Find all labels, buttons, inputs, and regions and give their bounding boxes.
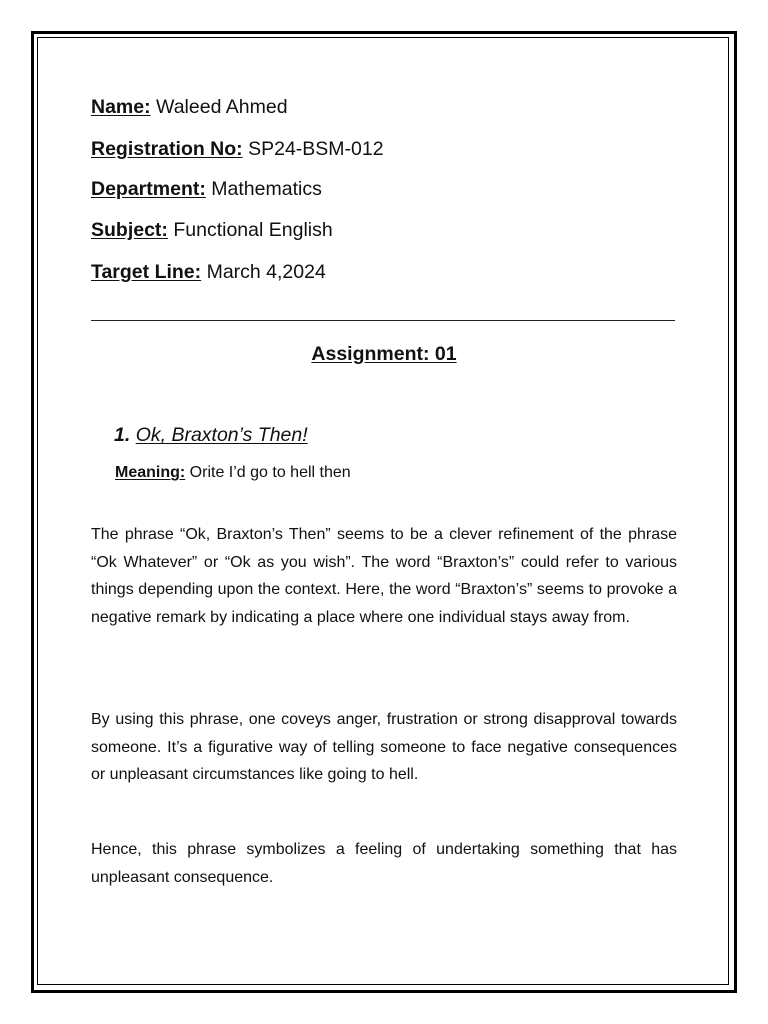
name-value: Waleed Ahmed bbox=[156, 96, 288, 118]
subject-label: Subject: bbox=[91, 219, 168, 241]
department-value: Mathematics bbox=[211, 178, 322, 200]
assignment-title bbox=[0, 343, 768, 366]
subject-line bbox=[91, 218, 333, 242]
paragraph-2: By using this phrase, one coveys anger, frustration or strong disapproval towards someone. It’s a figurative way of telling someone to face negative consequences or unpleasant circumstances like going to hell. bbox=[91, 711, 677, 783]
assignment-title-text: Assignment: 01 bbox=[311, 343, 457, 365]
department-line bbox=[91, 177, 322, 201]
name-line bbox=[91, 95, 288, 119]
separator-line bbox=[91, 320, 675, 321]
subject-value: Functional English bbox=[173, 219, 333, 241]
registration-label: Registration No: bbox=[91, 138, 243, 160]
name-label: Name: bbox=[91, 96, 151, 118]
target-line bbox=[91, 260, 326, 284]
meaning-line bbox=[115, 464, 351, 482]
paragraph-3: Hence, this phrase symbolizes a feeling of undertaking something that has unpleasant consequence. bbox=[91, 841, 677, 886]
item-heading bbox=[114, 424, 308, 447]
meaning-label: Meaning: bbox=[115, 464, 186, 481]
target-label: Target Line: bbox=[91, 261, 202, 283]
registration-value: SP24-BSM-012 bbox=[248, 138, 384, 160]
department-label: Department: bbox=[91, 178, 206, 200]
registration-line bbox=[91, 137, 384, 161]
item-phrase: Ok, Braxton’s Then! bbox=[135, 424, 308, 446]
target-value: March 4,2024 bbox=[206, 261, 326, 283]
paragraph-1: The phrase “Ok, Braxton’s Then” seems to be a clever refinement of the phrase “Ok Whatever” or “Ok as you wish”. The word “Braxton’s” could refer to various things depending upon the context. Here, the word “Braxton’s” seems to provoke a negative remark by indicating a place where one individual stays away from. bbox=[91, 526, 677, 626]
item-number: 1. bbox=[114, 424, 131, 446]
meaning-text: Orite I’d go to hell then bbox=[189, 464, 351, 481]
